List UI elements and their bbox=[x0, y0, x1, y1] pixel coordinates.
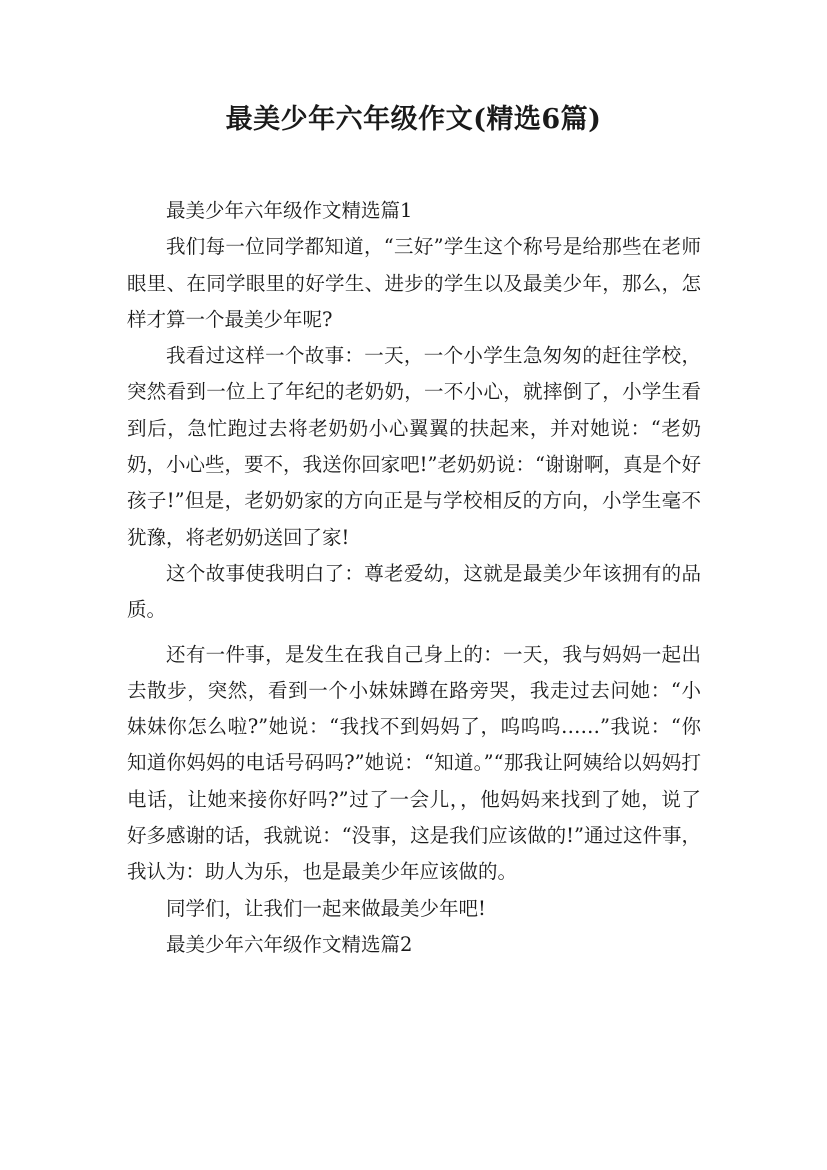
section-heading: 最美少年六年级作文精选篇2 bbox=[166, 932, 413, 956]
paragraph: 这个故事使我明白了：尊老爱幼，这就是最美少年该拥有的品质。 bbox=[127, 561, 701, 622]
paragraph: 我们每一位同学都知道，“三好”学生这个称号是给那些在老师眼里、在同学眼里的好学生、进步的学生以及最美少年，那么，怎样才算一个最美少年呢? bbox=[127, 235, 701, 331]
paragraph: 同学们，让我们一起来做最美少年吧! bbox=[166, 896, 486, 920]
section-heading: 最美少年六年级作文精选篇1 bbox=[166, 199, 413, 222]
paragraph: 我看过这样一个故事：一天，一个小学生急匆匆的赶往学校，突然看到一位上了年纪的老奶奶，一不小心，就摔倒了，小学生看到后，急忙跑过去将老奶奶小心翼翼的扶起来，并对她说：“老奶奶，小心些，要不，我送你回家吧!”老奶奶说：“谢谢啊，真是个好孩子!”但是，老奶奶家的方向正是与学校相反的方向，小学生毫不犹豫，将老奶奶送回了家! bbox=[127, 344, 701, 549]
document-body bbox=[127, 193, 701, 963]
paragraph-gap bbox=[127, 629, 701, 637]
paragraph: 还有一件事，是发生在我自己身上的：一天，我与妈妈一起出去散步，突然，看到一个小妹妹蹲在路旁哭，我走过去问她：“小妹妹你怎么啦?”她说：“我找不到妈妈了，呜呜呜……”我说：“你知道你妈妈的电话号码吗?”她说：“知道。”“那我让阿姨给以妈妈打电话，让她来接你好吗?”过了一会儿，，他妈妈来找到了她，说了好多感谢的话，我就说：“没事，这是我们应该做的!”通过这件事，我认为：助人为乐，也是最美少年应该做的。 bbox=[127, 642, 701, 884]
document-title: 最美少年六年级作文(精选6篇) bbox=[225, 104, 602, 135]
